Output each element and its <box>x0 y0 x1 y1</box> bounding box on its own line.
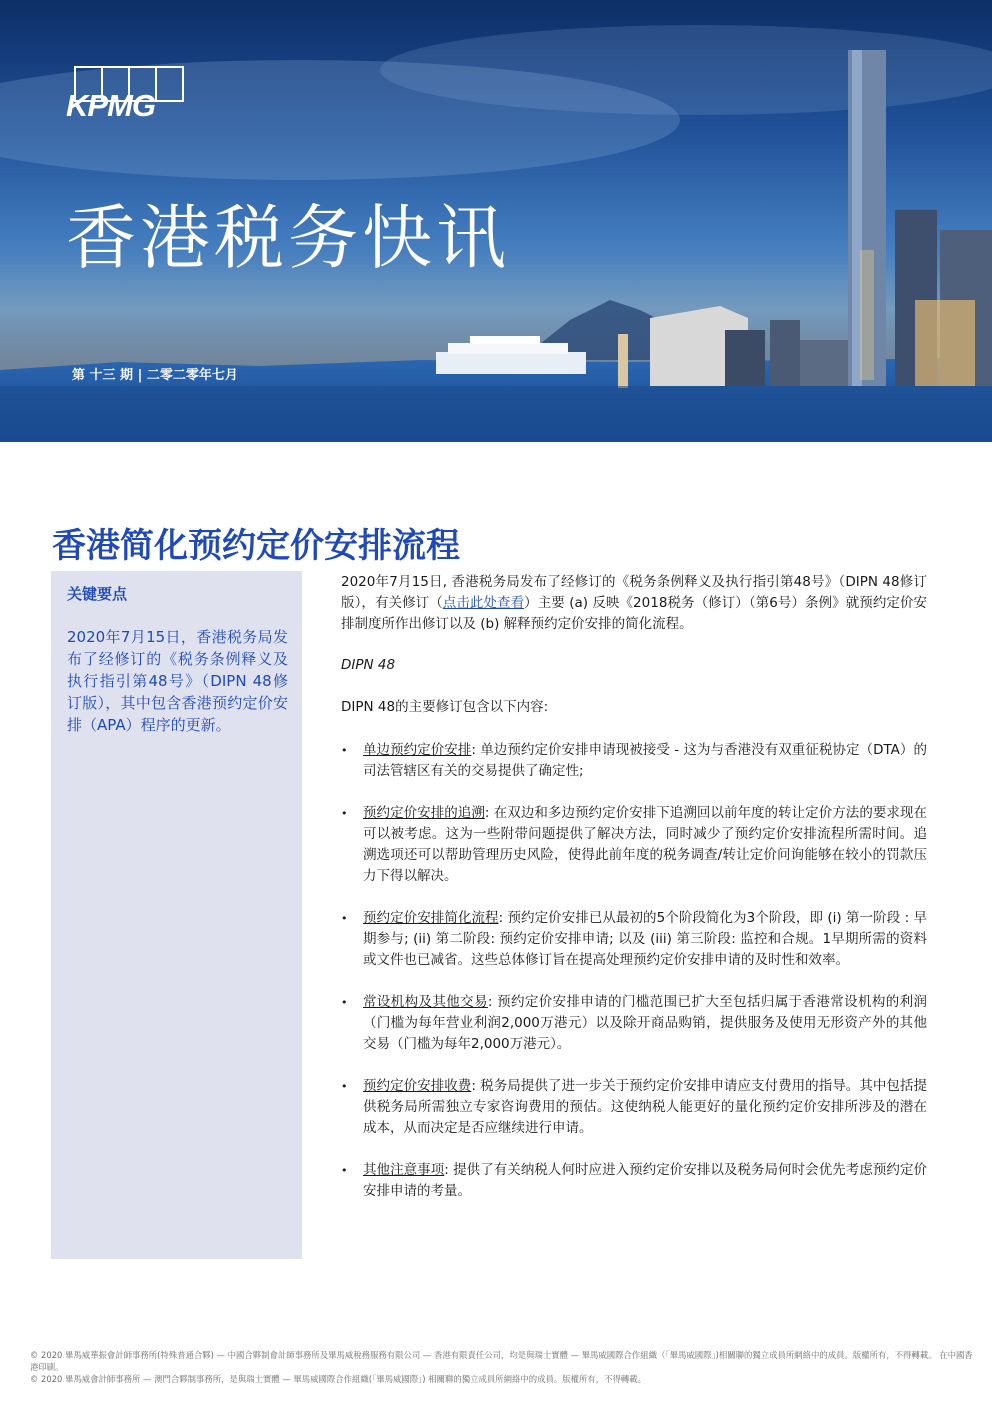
sidebar-heading: 关键要点 <box>67 585 128 603</box>
list-item <box>341 1160 927 1202</box>
bullet-term: 常设机构及其他交易 <box>363 994 488 1010</box>
bullet-term: 预约定价安排的追溯 <box>363 805 485 821</box>
key-points-sidebar <box>51 571 302 1259</box>
bullet-text: : 单边预约定价安排申请现被接受 - 这为与香港没有双重征税协定（DTA）的司法管辖区有关的交易提供了确定性; <box>363 742 928 779</box>
intro-paragraph <box>341 572 927 635</box>
bullet-text: : 在双边和多边预约定价安排下追溯回以前年度的转让定价方法的要求现在可以被考虑。这为一些附带问题提供了解决方法，同时减少了预约定价安排流程所需时间。追溯选项还可以帮助管理历史风险，使得此前年度的税务调查/转让定价问询能够在较小的罚款压力下得以解决。 <box>363 805 928 884</box>
article-body <box>341 572 927 1223</box>
view-here-link[interactable]: 点击此处查看 <box>442 595 525 611</box>
bullet-term: 预约定价安排收费 <box>363 1078 472 1094</box>
bullet-term: 单边预约定价安排 <box>363 742 472 758</box>
intro-text-2: ）主要 (a) 反映《2018税务（修订）（第6号）条例》就预约定价安排制度所作出修订以及 (b) 解释预约定价安排的简化流程。 <box>341 595 928 632</box>
lead-sentence: DIPN 48的主要修订包含以下内容: <box>341 699 549 715</box>
publication-title: 香港税务快讯 <box>66 196 510 279</box>
bullet-text: : 预约定价安排已从最初的5个阶段简化为3个阶段，即 (i) 第一阶段 : 早期参与; (ii) 第二阶段: 预约定价安排申请; 以及 (iii) 第三阶段: 监控和合规。1早期所需的资料或文件也已减省。这些总体修订旨在提高处理预约定价安排申请的及时性和效率。 <box>363 910 927 968</box>
bullet-text: : 预约定价安排申请的门槛范围已扩大至包括归属于香港常设机构的利润（门槛为每年营业利润2,000万港元）以及除开商品购销，提供服务及使用无形资产外的其他交易（门槛为每年2,000万港元）。 <box>363 994 928 1052</box>
list-item <box>341 992 927 1055</box>
cover-banner <box>0 0 992 442</box>
issue-line: 第 十三 期 | 二零二零年七月 <box>72 368 238 383</box>
list-item <box>341 803 927 887</box>
logo-wordmark: KPMG <box>66 88 155 123</box>
list-item <box>341 740 927 782</box>
bullet-text: : 税务局提供了进一步关于预约定价安排申请应支付费用的指导。其中包括提供税务局所需独立专家咨询费用的预估。这使纳税人能更好的量化预约定价安排所涉及的潜在成本，从而决定是否应继续进行申请。 <box>363 1078 927 1136</box>
copyright-line-2: © 2020 畢馬威會計師事務所 — 澳門合夥制事務所，是與瑞士實體 — 畢馬威國際合作組織(「畢馬威國際」) 相關聯的獨立成員所網絡中的成員。版權所有，不得轉載。 <box>30 1374 646 1384</box>
intro-text-1: 2020年7月15日, 香港税务局发布了经修订的《税务条例释义及执行指引第48号》（DIPN 48修订版），有关修订（ <box>341 574 927 611</box>
kpmg-logo <box>66 66 194 122</box>
bullet-term: 预约定价安排简化流程 <box>363 910 499 926</box>
bullet-term: 其他注意事项 <box>363 1162 445 1178</box>
section-subheading: DIPN 48 <box>341 657 396 673</box>
copyright-footer <box>30 1349 980 1385</box>
article-title: 香港简化预约定价安排流程 <box>52 526 460 567</box>
list-item <box>341 1076 927 1139</box>
list-item <box>341 908 927 971</box>
sidebar-body: 2020年7月15日，香港税务局发布了经修订的《税务条例释义及执行指引第48号》（DIPN 48修订版），其中包含香港预约定价安排（APA）程序的更新。 <box>67 628 288 734</box>
revision-list <box>341 740 927 1202</box>
bullet-text: : 提供了有关纳税人何时应进入预约定价安排以及税务局何时会优先考虑预约定价安排申请的考量。 <box>363 1162 928 1199</box>
copyright-line-1: © 2020 畢馬威華振會計師事務所(特殊普通合夥) — 中國合夥制會計師事務所及畢馬威稅務服務有限公司 — 香港有限責任公司，均是與瑞士實體 — 畢馬威國際合作組織（「畢馬威國際」)相關聯的獨立成員所網絡中的成員。版權所有，不得轉載。 在中國香港印刷。 <box>30 1350 973 1372</box>
